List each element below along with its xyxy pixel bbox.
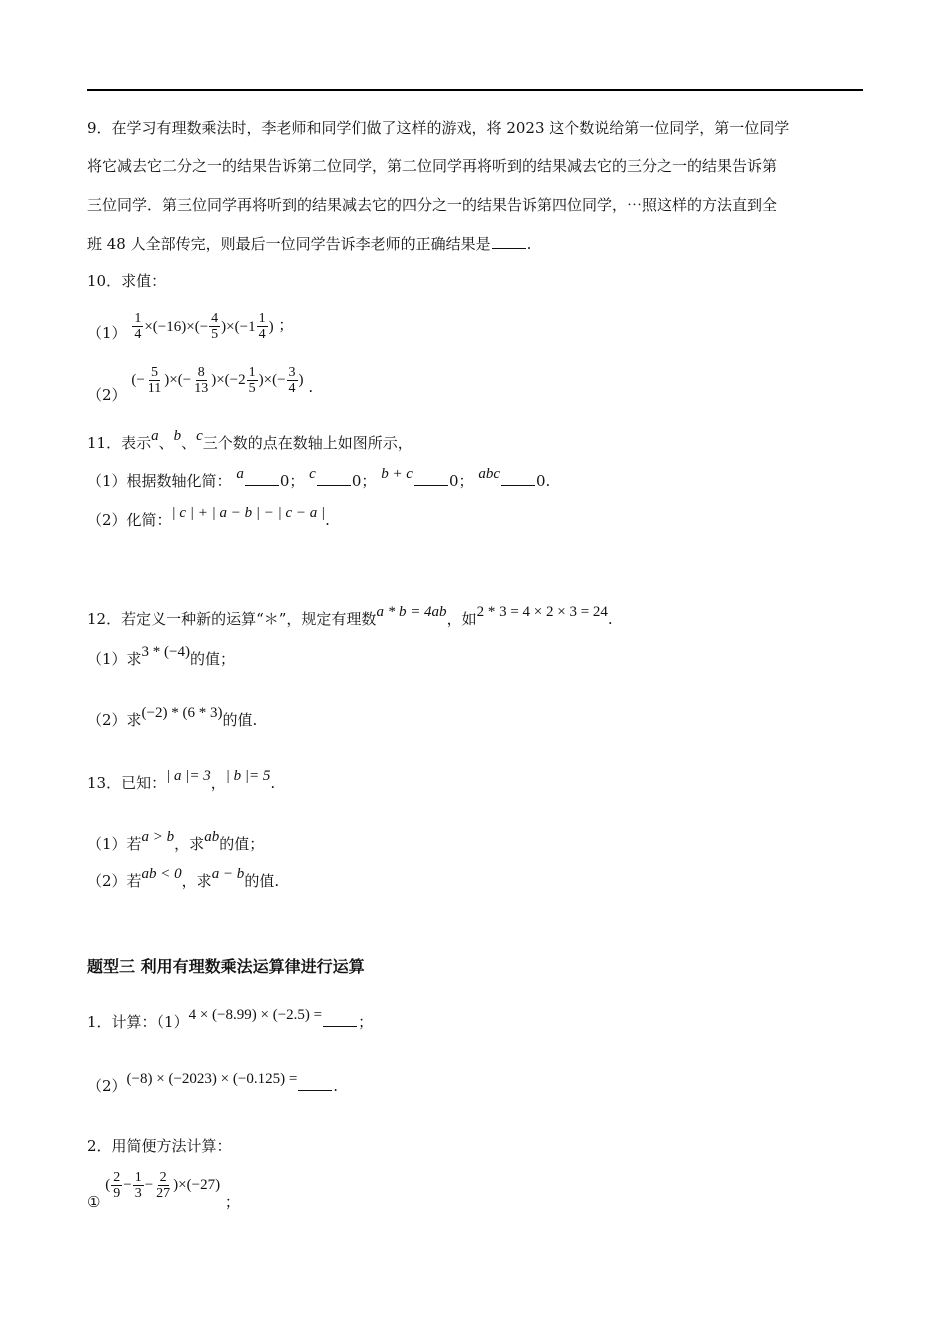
s3q2-p1-expression: ( $\frac{2}{9}$ − $\frac{1}{3}$ − $\frac{2}{27}$ )×(−27)	[105, 1169, 221, 1201]
q9-line1: 9．在学习有理数乘法时，李老师和同学们做了这样的游戏，将 2023 这个数说给第一位同学，第一位同学	[87, 119, 790, 137]
q11-title: 11．表示a、b、c三个数的点在数轴上如图所示，	[87, 428, 413, 452]
blank-s3q1-p2[interactable]	[298, 1076, 332, 1091]
q11-p2-expression: | c | + | a − b | − | c − a |	[171, 505, 326, 521]
s3q1-part1: 1．计算：（1）4 × (−8.99) × (−2.5) = ；	[87, 1007, 374, 1031]
s3q2-title: 2．用简便方法计算：	[87, 1137, 232, 1155]
q10-part2: （2） (− $\frac{5}{11}$ )×(− $\frac{8}{13}$ )×(−2 $\frac{1}{5}$ )×(− $\frac{3}{4}$ ) .	[87, 368, 313, 414]
q13-title: 13．已知：| a |= 3，| b |= 5.	[87, 768, 276, 792]
blank-a[interactable]	[245, 471, 279, 486]
s3q2-part1: ① ( $\frac{2}{9}$ − $\frac{1}{3}$ − $\frac{2}{27}$ )×(−27) ；	[87, 1172, 240, 1222]
q13-part1: （1）若a > b，求ab的值；	[87, 829, 265, 853]
blank-s3q1-p1[interactable]	[323, 1012, 357, 1027]
blank-abc[interactable]	[501, 471, 535, 486]
q12-part1: （1）求3 * (−4)的值；	[87, 644, 236, 668]
q9-line3: 三位同学．第三位同学再将听到的结果减去它的四分之一的结果告诉第四位同学，⋯照这样的方法直到全	[87, 196, 778, 214]
q9-line4: 班 48 人全部传完，则最后一位同学告诉李老师的正确结果是 .	[87, 235, 532, 253]
blank-c[interactable]	[317, 471, 351, 486]
q10-part1: （1） $\frac{1}{4}$ ×(−16)×(− $\frac{4}{5}$ )×(−1 $\frac{1}{4}$ ) ；	[87, 306, 293, 354]
section-heading: 题型三 利用有理数乘法运算律进行运算	[87, 957, 365, 976]
q10-p1-expression: $\frac{1}{4}$ ×(−16)×(− $\frac{4}{5}$ )×(−1 $\frac{1}{4}$ )	[134, 311, 274, 342]
q10-title: 10．求值：	[87, 272, 167, 290]
q12-rule: a * b = 4ab	[376, 604, 447, 620]
q11-part2: （2）化简：| c | + | a − b | − | c − a |.	[87, 505, 330, 529]
s3q1-part2: （2）(−8) × (−2023) × (−0.125) = .	[87, 1071, 339, 1095]
q12-part2: （2）求(−2) * (6 * 3)的值.	[87, 705, 258, 729]
answer-blank[interactable]	[492, 234, 526, 249]
top-rule	[87, 89, 863, 91]
q13-part2: （2）若ab < 0，求a − b的值.	[87, 866, 280, 890]
q12-title: 12．若定义一种新的运算“＊”，规定有理数a * b = 4ab，如2 * 3 = 4 × 2 × 3 = 24.	[87, 604, 613, 628]
q12-example: 2 * 3 = 4 × 2 × 3 = 24	[476, 604, 608, 620]
q11-part1: （1）根据数轴化简： a 0； c 0； b + c 0； abc 0.	[87, 466, 551, 490]
blank-b-plus-c[interactable]	[414, 471, 448, 486]
q10-p2-expression: (− $\frac{5}{11}$ )×(− $\frac{8}{13}$ )×(−2 $\frac{1}{5}$ )×(− $\frac{3}{4}$ )	[131, 364, 304, 396]
q9-line2: 将它减去它二分之一的结果告诉第二位同学，第二位同学再将听到的结果减去它的三分之一的结果告诉第	[87, 157, 778, 175]
